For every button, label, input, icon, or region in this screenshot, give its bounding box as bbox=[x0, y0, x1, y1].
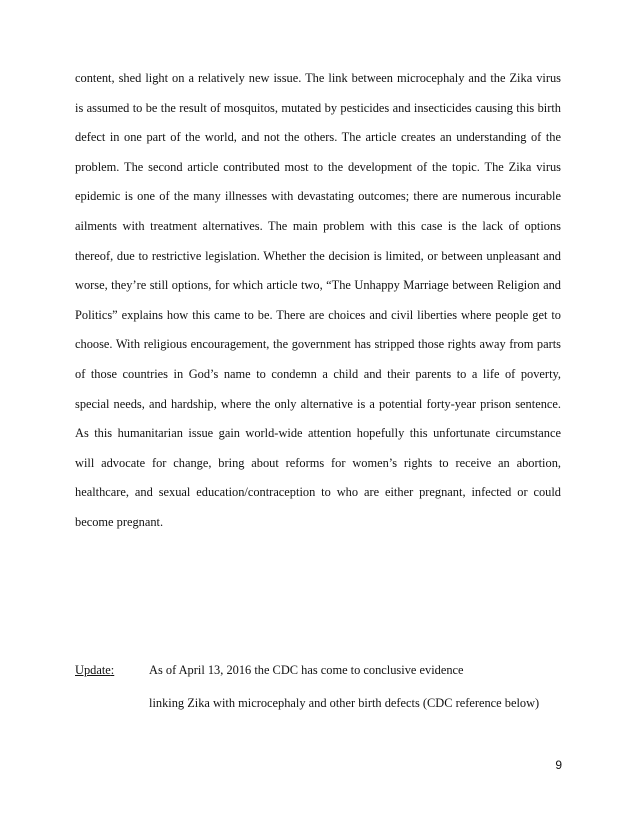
page-number: 9 bbox=[555, 758, 562, 772]
paragraph-line: will advocate for change, bring about reforms for women’s rights to receive an abortion, bbox=[75, 455, 561, 470]
paragraph-line: is assumed to be the result of mosquitos, mutated by pesticides and insecticides causing this birth bbox=[75, 100, 561, 115]
update-label-colon: : bbox=[110, 663, 115, 677]
paragraph-line: healthcare, and sexual education/contraception to who are either pregnant, infected or could bbox=[75, 485, 561, 500]
update-label-text: Update bbox=[75, 663, 111, 677]
update-text-line: As of April 13, 2016 the CDC has come to conclusive evidence bbox=[149, 663, 464, 677]
update-label bbox=[75, 655, 114, 685]
paragraph-line: Politics” explains how this came to be. There are choices and civil liberties where people get to bbox=[75, 307, 561, 322]
paragraph-line: of those countries in God’s name to condemn a child and their parents to a life of poverty, bbox=[75, 366, 561, 381]
paragraph-line: worse, they’re still options, for which article two, “The Unhappy Marriage between Religion and bbox=[75, 278, 561, 293]
paragraph-line: choose. With religious encouragement, the government has stripped those rights away from parts bbox=[75, 337, 561, 352]
body-paragraph bbox=[75, 64, 561, 538]
paragraph-line: ailments with treatment alternatives. The main problem with this case is the lack of options bbox=[75, 218, 561, 233]
paragraph-line: epidemic is one of the many illnesses with devastating outcomes; there are numerous incurable bbox=[75, 189, 561, 204]
paragraph-line: As this humanitarian issue gain world-wide attention hopefully this unfortunate circumstance bbox=[75, 426, 561, 441]
paragraph-line: content, shed light on a relatively new issue. The link between microcephaly and the Zika virus bbox=[75, 71, 561, 85]
paragraph-line: become pregnant. bbox=[75, 514, 164, 529]
update-text-line: linking Zika with microcephaly and other birth defects (CDC reference below) bbox=[149, 696, 540, 710]
paragraph-line: thereof, due to restrictive legislation. Whether the decision is limited, or between unpleasant and bbox=[75, 248, 561, 263]
paragraph-line: problem. The second article contributed most to the development of the topic. The Zika virus bbox=[75, 159, 561, 174]
paragraph-line: defect in one part of the world, and not the others. The article creates an understanding of the bbox=[75, 130, 561, 145]
paragraph-line: special needs, and hardship, where the only alternative is a potential forty-year prison sentence. bbox=[75, 396, 561, 411]
